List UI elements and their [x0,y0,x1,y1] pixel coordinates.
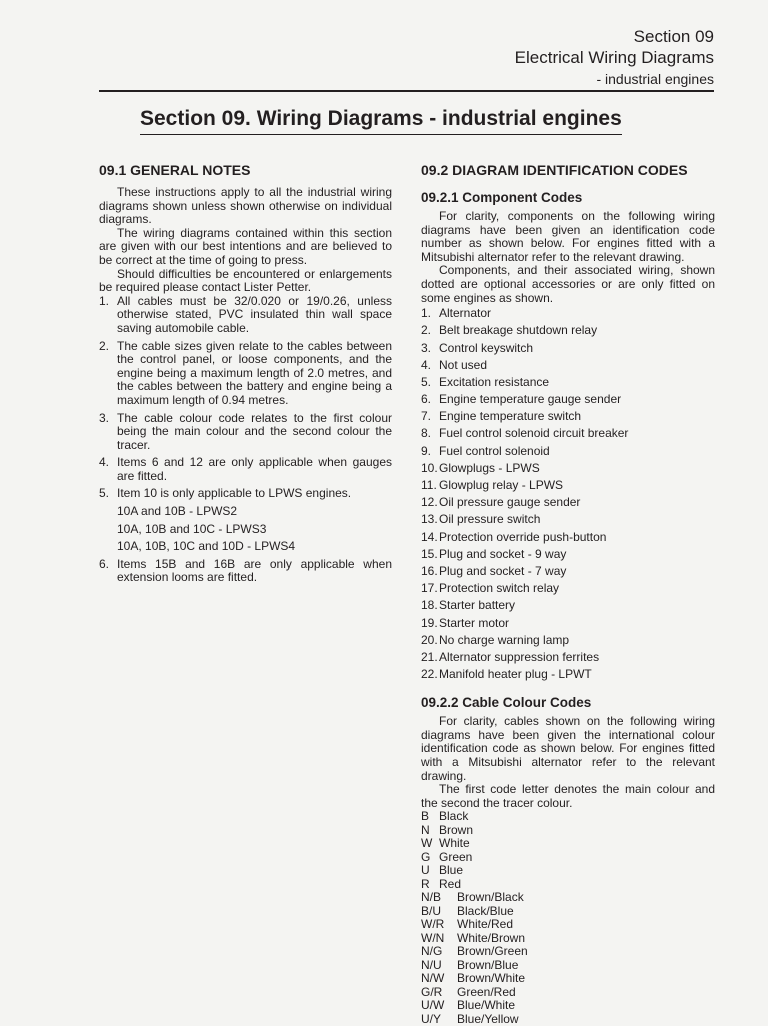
component-label: Belt breakage shutdown relay [439,323,598,338]
component-label: Excitation resistance [439,374,550,389]
component-item [421,529,715,546]
component-label: Not used [439,357,488,372]
colour-code-row [421,999,715,1013]
component-number: 12. [421,495,438,510]
note-number: 6. [99,556,110,571]
identification-column [421,162,715,1026]
cable-paragraph: For clarity, cables shown on the following wiring diagrams have been given the international colour identification code as shown below. For engines fitted with a Mitsubishi alternator refer to the relevant drawing. [421,714,715,783]
component-label: No charge warning lamp [439,632,570,647]
colour-code: W [421,836,433,851]
colour-name: Blue/White [457,998,516,1013]
colour-code: N/W [421,971,445,986]
double-colour-codes [421,891,715,1026]
general-notes-paragraph: These instructions apply to all the industrial wiring diagrams shown unless shown otherwise on individual diagrams. [99,185,392,227]
component-number: 11. [421,478,437,493]
note-item [99,487,392,553]
single-colour-codes [421,810,715,891]
component-item [421,322,715,339]
component-number: 9. [421,443,432,458]
colour-name: White/Red [457,917,514,932]
note-number: 2. [99,338,110,353]
component-paragraph: Components, and their associated wiring, shown dotted are optional accessories or are only fitted on some engines as shown. [421,263,715,305]
colour-code-row [421,932,715,946]
note-item [99,456,392,483]
note-text: Items 6 and 12 are only applicable when gauges are fitted. [117,455,392,483]
colour-code: N [421,822,430,837]
colour-name: White [439,836,470,851]
component-label: Glowplugs - LPWS [439,460,540,475]
component-item [421,391,715,408]
note-item [99,340,392,408]
header-subtitle: Electrical Wiring Diagrams [514,48,714,67]
colour-code: W/N [421,930,445,945]
general-notes-column [99,162,392,585]
colour-name: Green [439,849,473,864]
colour-name: Black [439,809,469,824]
component-number: 17. [421,581,438,596]
component-label: Plug and socket - 9 way [439,546,567,561]
component-number: 22. [421,667,438,682]
component-item [421,340,715,357]
component-number: 3. [421,340,432,355]
colour-name: Brown/Black [457,890,524,905]
header-section: Section 09 [633,27,714,46]
component-item [421,494,715,511]
colour-code-row [421,824,715,838]
colour-code-row [421,918,715,932]
component-item [421,615,715,632]
component-label: Plug and socket - 7 way [439,563,567,578]
note-text: The cable sizes given relate to the cables between the control panel, or loose components, and the engine being a maximum length of 2.0 metres, and the cables between the battery and engine being a maximum length of 0.94 metres. [117,338,392,407]
note-text: All cables must be 32/0.020 or 19/0.26, unless otherwise stated, PVC insulated thin wall space saving automobile cable. [117,293,392,335]
colour-name: Green/Red [457,984,516,999]
header-subtitle-2: - industrial engines [596,71,714,87]
component-number: 10. [421,460,438,475]
colour-code: U [421,863,430,878]
component-number: 8. [421,426,432,441]
component-label: Alternator suppression ferrites [439,649,600,664]
colour-code-row [421,945,715,959]
component-item [421,477,715,494]
component-number: 5. [421,374,432,389]
component-item [421,511,715,528]
component-item [421,408,715,425]
colour-code-row [421,878,715,892]
colour-code: U/Y [421,1011,442,1026]
colour-code-row [421,986,715,1000]
component-number: 6. [421,392,432,407]
colour-code: G/R [421,984,443,999]
component-item [421,374,715,391]
colour-name: Red [439,876,462,891]
general-notes-heading: 09.1 GENERAL NOTES [99,162,251,178]
colour-name: Brown/White [457,971,526,986]
component-label: Starter motor [439,615,510,630]
note-number: 3. [99,410,110,425]
component-number: 19. [421,615,438,630]
colour-code-row [421,810,715,824]
general-notes-paragraph: The wiring diagrams contained within this section are given with our best intentions and are believed to be correct at the time of going to press. [99,225,392,267]
note-text: Items 15B and 16B are only applicable when extension looms are fitted. [117,556,392,585]
colour-code-row [421,851,715,865]
colour-name: Black/Blue [457,903,514,918]
component-number: 18. [421,598,438,613]
component-item [421,460,715,477]
component-number: 1. [421,306,432,321]
component-item [421,580,715,597]
colour-code-row [421,891,715,905]
note-number: 1. [99,293,110,308]
component-number: 16. [421,563,438,578]
component-number: 13. [421,512,438,527]
component-item [421,632,715,649]
colour-code: W/R [421,917,445,932]
colour-name: Blue/Yellow [457,1011,519,1026]
cable-paragraph: The first code letter denotes the main colour and the second the tracer colour. [421,782,715,810]
note-number: 5. [99,486,110,501]
colour-code-row [421,837,715,851]
component-item [421,666,715,683]
colour-name: Blue [439,863,464,878]
component-number: 7. [421,409,432,424]
component-label: Engine temperature gauge sender [439,392,622,407]
component-item [421,597,715,614]
note-item [99,295,392,336]
component-number: 20. [421,632,438,647]
colour-name: Brown/Blue [457,957,519,972]
colour-code: N/B [421,890,442,905]
component-item [421,649,715,666]
component-label: Oil pressure switch [439,512,541,527]
cable-codes-heading: 09.2.2 Cable Colour Codes [421,695,592,711]
identification-heading: 09.2 DIAGRAM IDENTIFICATION CODES [421,162,688,178]
component-label: Engine temperature switch [439,409,582,424]
component-label: Alternator [439,306,492,321]
colour-code-row [421,959,715,973]
component-label: Glowplug relay - LPWS [439,478,564,493]
colour-code: U/W [421,998,445,1013]
component-item [421,357,715,374]
colour-code-row [421,864,715,878]
component-item [421,305,715,322]
component-number: 4. [421,357,432,372]
colour-code-row [421,905,715,919]
component-label: Protection switch relay [439,581,560,596]
component-list [421,305,715,683]
lpws-variant: 10A, 10B and 10C - LPWS3 [117,521,267,536]
component-number: 15. [421,546,438,561]
lpws-variant: 10A and 10B - LPWS2 [117,504,238,519]
colour-code: N/G [421,944,443,959]
note-item [99,558,392,585]
component-paragraph: For clarity, components on the following wiring diagrams have been given an identification code number as shown below. For engines fitted with a Mitsubishi alternator refer to the relevant drawing. [421,209,715,264]
colour-name: White/Brown [457,930,526,945]
general-notes-paragraph: Should difficulties be encountered or enlargements be required please contact Lister Petter. [99,266,392,295]
general-notes-list [99,295,392,585]
running-header [515,26,714,90]
component-label: Protection override push-button [439,529,607,544]
component-label: Fuel control solenoid [439,443,550,458]
colour-code: R [421,876,430,891]
component-codes-heading: 09.2.1 Component Codes [421,190,583,205]
note-number: 4. [99,455,110,470]
header-rule [99,90,714,92]
colour-code: B/U [421,903,442,918]
note-item [99,412,392,453]
component-label: Oil pressure gauge sender [439,495,581,510]
component-number: 21. [421,649,438,664]
colour-name: Brown [439,822,474,837]
component-item [421,425,715,442]
colour-code-row [421,972,715,986]
note-text: Item 10 is only applicable to LPWS engines. [117,486,352,501]
component-item [421,443,715,460]
component-label: Control keyswitch [439,340,534,355]
colour-name: Brown/Green [457,944,528,959]
component-label: Fuel control solenoid circuit breaker [439,426,629,441]
component-label: Starter battery [439,598,516,613]
colour-code-row [421,1013,715,1026]
component-item [421,546,715,563]
component-item [421,563,715,580]
note-text: The cable colour code relates to the first colour being the main colour and the second colour the tracer. [117,410,392,452]
colour-code: B [421,809,430,824]
colour-code: G [421,849,431,864]
component-number: 2. [421,323,432,338]
page-title: Section 09. Wiring Diagrams - industrial engines [140,107,622,135]
component-label: Manifold heater plug - LPWT [439,667,592,682]
component-number: 14. [421,529,438,544]
lpws-variant: 10A, 10B, 10C and 10D - LPWS4 [117,539,296,554]
colour-code: N/U [421,957,442,972]
